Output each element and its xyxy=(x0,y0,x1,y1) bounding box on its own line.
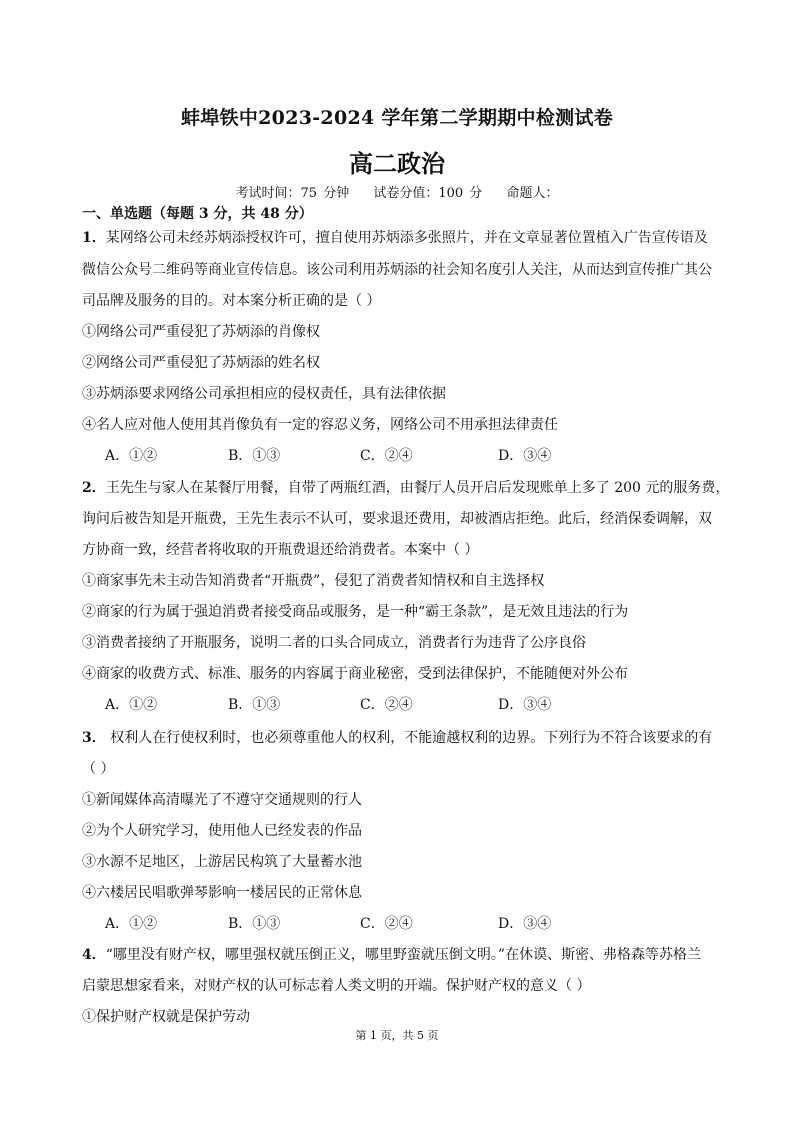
exam-meta xyxy=(0,182,794,201)
question-line: 3． 权利人在行使权利时，也必须尊重他人的权利，不能逾越权利的边界。下列行为不符合该要求的有 xyxy=(82,730,713,746)
page-footer: 第 1 页，共 5 页 xyxy=(355,1029,439,1042)
question-line: 询问后被告知是开瓶费，王先生表示不认可，要求退还费用，却被酒店拒绝。此后，经消保委调解，双 xyxy=(82,511,712,527)
exam-author: 命题人： xyxy=(506,186,559,201)
option-a: A．①② xyxy=(105,697,158,713)
option-b: B．①③ xyxy=(228,697,281,713)
option-c: C．②④ xyxy=(360,916,413,932)
statement-item: ②商家的行为属于强迫消费者接受商品或服务，是一种“霸王条款”，是无效且违法的行为 xyxy=(82,604,629,620)
option-d: D．③④ xyxy=(498,697,552,713)
question-line: 启蒙思想家看来，对财产权的认可标志着人类文明的开端。保护财产权的意义（ ） xyxy=(82,978,591,994)
question-number: 3． xyxy=(82,730,106,746)
statement-item: ④商家的收费方式、标准、服务的内容属于商业秘密，受到法律保护，不能随便对外公布 xyxy=(82,666,628,682)
statement-item: ①网络公司严重侵犯了苏炳添的肖像权 xyxy=(82,324,320,340)
subject-title: 高二政治 xyxy=(349,150,445,178)
option-c: C．②④ xyxy=(360,448,413,464)
statement-item: ③消费者接纳了开瓶服务，说明二者的口头合同成立，消费者行为违背了公序良俗 xyxy=(82,635,586,651)
statement-item: ②网络公司严重侵犯了苏炳添的姓名权 xyxy=(82,355,320,371)
section-heading: 一、单选题（每题 3 分，共 48 分） xyxy=(82,206,313,222)
question-line: 1．某网络公司未经苏炳添授权许可，擅自使用苏炳添多张照片，并在文章显著位置植入广告宣传语及 xyxy=(82,230,708,246)
option-d: D．③④ xyxy=(498,448,552,464)
question-line: 2．王先生与家人在某餐厅用餐，自带了两瓶红酒，由餐厅人员开启后发现账单上多了 200 元的服务费， xyxy=(82,480,730,496)
statement-item: ③苏炳添要求网络公司承担相应的侵权责任，具有法律依据 xyxy=(82,386,446,402)
statement-item: ②为个人研究学习，使用他人已经发表的作品 xyxy=(82,823,362,839)
option-a: A．①② xyxy=(105,916,158,932)
option-c: C．②④ xyxy=(360,697,413,713)
question-line: 4．“哪里没有财产权，哪里强权就压倒正义，哪里野蛮就压倒文明。”在休谟、斯密、弗格森等苏格兰 xyxy=(82,947,702,963)
question-number: 1． xyxy=(82,230,106,246)
exam-time: 考试时间：75 分钟 xyxy=(235,186,350,201)
question-number: 2． xyxy=(82,480,106,496)
option-d: D．③④ xyxy=(498,916,552,932)
statement-item: ①保护财产权就是保护劳动 xyxy=(82,1009,250,1025)
question-number: 4． xyxy=(82,947,106,963)
question-line: 微信公众号二维码等商业宣传信息。该公司利用苏炳添的社会知名度引人关注，从而达到宣传推广其公 xyxy=(82,262,712,278)
statement-item: ④六楼居民唱歌弹琴影响一楼居民的正常休息 xyxy=(82,885,362,901)
question-line: 方协商一致，经营者将收取的开瓶费退还给消费者。本案中（ ） xyxy=(82,542,479,558)
statement-item: ③水源不足地区，上游居民构筑了大量蓄水池 xyxy=(82,854,362,870)
option-b: B．①③ xyxy=(228,916,281,932)
exam-score: 试卷分值：100 分 xyxy=(373,186,483,201)
question-line: 司品牌及服务的目的。对本案分析正确的是（ ） xyxy=(82,293,381,309)
option-a: A．①② xyxy=(105,448,158,464)
option-b: B．①③ xyxy=(228,448,281,464)
statement-item: ①商家事先未主动告知消费者“开瓶费”，侵犯了消费者知情权和自主选择权 xyxy=(82,573,545,589)
statement-item: ④名人应对他人使用其肖像负有一定的容忍义务，网络公司不用承担法律责任 xyxy=(82,417,558,433)
statement-item: ①新闻媒体高清曝光了不遵守交通规则的行人 xyxy=(82,792,362,808)
question-line: （ ） xyxy=(82,761,115,777)
exam-title: 蚌埠铁中2023-2024 学年第二学期期中检测试卷 xyxy=(180,107,614,129)
